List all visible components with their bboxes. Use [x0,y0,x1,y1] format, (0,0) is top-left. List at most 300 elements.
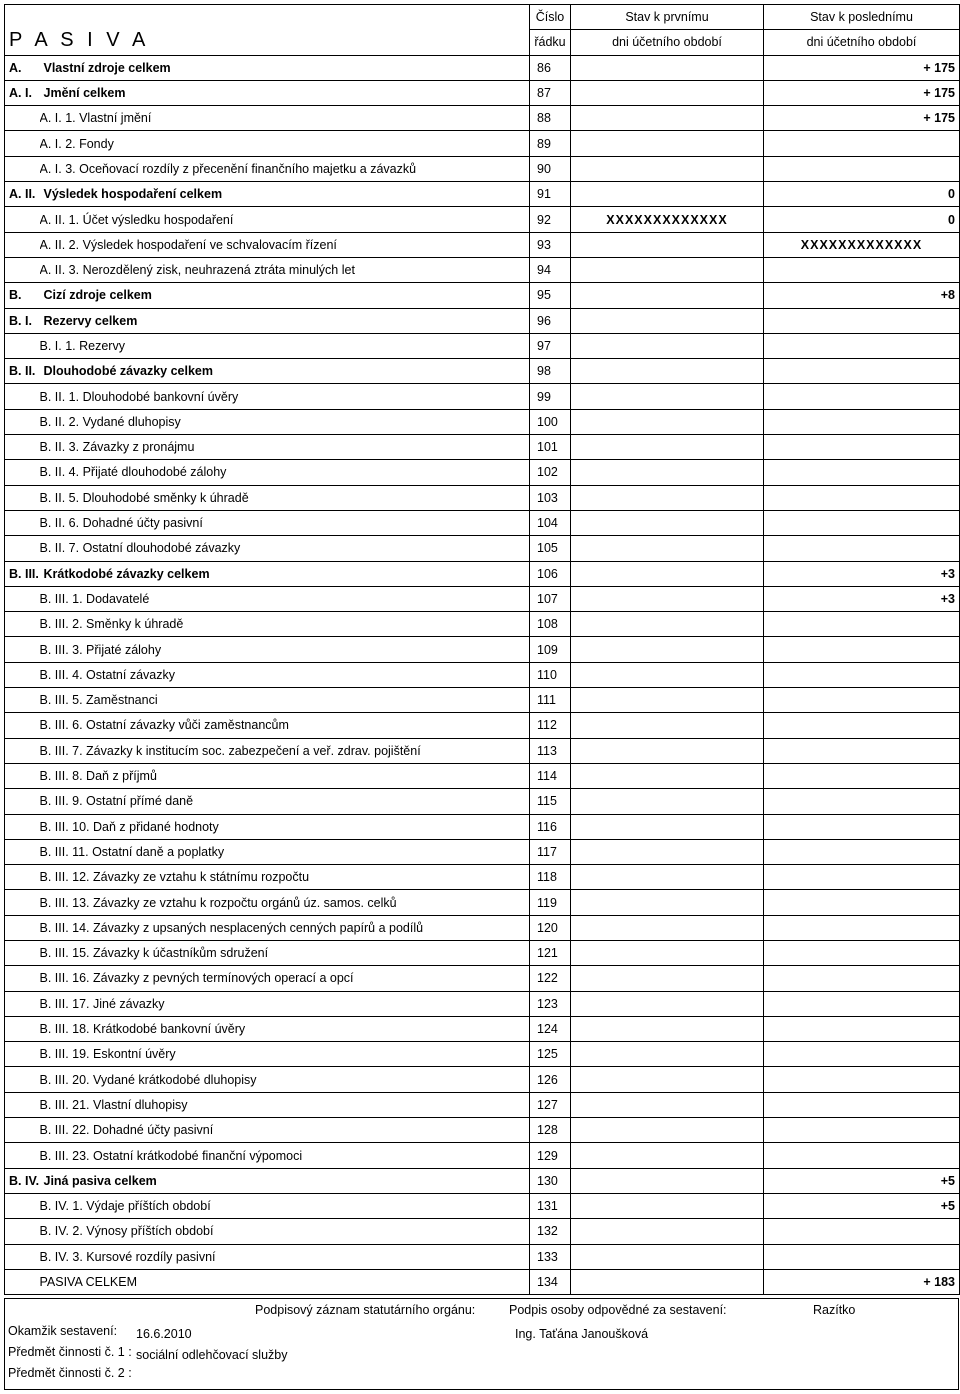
row-last-value [764,257,960,282]
row-last-value: +5 [764,1193,960,1218]
row-last-value [764,662,960,687]
row-code [5,536,40,561]
row-first-value [571,966,764,991]
row-number: 120 [530,915,571,940]
row-first-value [571,409,764,434]
row-name: B. IV. 1. Výdaje příštích období [40,1193,530,1218]
row-code [5,1244,40,1269]
table-row [5,1092,960,1117]
row-first-value [571,106,764,131]
row-code: A. I. [5,80,40,105]
row-code [5,789,40,814]
row-last-value [764,1244,960,1269]
row-number: 113 [530,738,571,763]
row-code [5,1143,40,1168]
row-code [5,1118,40,1143]
row-first-value [571,1016,764,1041]
row-code [5,1219,40,1244]
row-last-value [764,1042,960,1067]
row-code [5,131,40,156]
table-row [5,1143,960,1168]
signature-footer [4,1298,959,1390]
row-number: 132 [530,1219,571,1244]
row-code [5,409,40,434]
row-code [5,738,40,763]
row-code: A. [5,55,40,80]
row-first-value [571,763,764,788]
row-number: 106 [530,561,571,586]
row-number: 123 [530,991,571,1016]
table-row [5,460,960,485]
row-name: B. III. 8. Daň z příjmů [40,763,530,788]
activity1-value: sociální odlehčovací služby [136,1348,288,1362]
row-first-value: XXXXXXXXXXXXX [571,207,764,232]
balance-sheet [4,4,959,1295]
table-row [5,182,960,207]
row-name: Výsledek hospodaření celkem [40,182,530,207]
row-code [5,1269,40,1294]
row-first-value [571,333,764,358]
row-number: 125 [530,1042,571,1067]
row-first-value [571,662,764,687]
row-first-value [571,1219,764,1244]
moment-label: Okamžik sestavení: [8,1324,118,1338]
row-number: 133 [530,1244,571,1269]
row-number: 97 [530,333,571,358]
row-code [5,232,40,257]
table-row [5,1269,960,1294]
table-row [5,789,960,814]
row-name: B. II. 5. Dlouhodobé směnky k úhradě [40,485,530,510]
row-code [5,940,40,965]
row-code [5,1042,40,1067]
table-row [5,1168,960,1193]
row-code [5,1092,40,1117]
row-first-value [571,1067,764,1092]
row-name: A. I. 3. Oceňovací rozdíly z přecenění finančního majetku a závazků [40,156,530,181]
row-first-value [571,561,764,586]
row-name: B. II. 1. Dlouhodobé bankovní úvěry [40,384,530,409]
row-code: B. III. [5,561,40,586]
row-code: A. II. [5,182,40,207]
row-first-value [571,232,764,257]
table-row [5,1118,960,1143]
row-name: B. II. 3. Závazky z pronájmu [40,435,530,460]
row-number: 114 [530,763,571,788]
table-row [5,106,960,131]
row-first-value [571,1092,764,1117]
table-row [5,55,960,80]
row-code [5,106,40,131]
row-number: 94 [530,257,571,282]
table-row [5,510,960,535]
table-row [5,232,960,257]
row-last-value [764,814,960,839]
row-code [5,890,40,915]
row-code [5,257,40,282]
row-name: B. III. 13. Závazky ze vztahu k rozpočtu orgánů úz. samos. celků [40,890,530,915]
row-first-value [571,80,764,105]
row-name: B. III. 11. Ostatní daně a poplatky [40,839,530,864]
table-row [5,738,960,763]
table-row [5,1244,960,1269]
row-last-value [764,308,960,333]
row-last-value [764,865,960,890]
table-row [5,662,960,687]
row-code [5,662,40,687]
row-last-value [764,1143,960,1168]
row-last-value: +3 [764,561,960,586]
table-row [5,1067,960,1092]
table-row [5,586,960,611]
row-code [5,510,40,535]
table-row [5,940,960,965]
row-code [5,1193,40,1218]
row-first-value [571,839,764,864]
row-code [5,637,40,662]
row-last-value [764,460,960,485]
row-last-value: +5 [764,1168,960,1193]
activity2-label: Předmět činnosti č. 2 : [8,1366,132,1380]
row-name: B. II. 7. Ostatní dlouhodobé závazky [40,536,530,561]
row-name: B. III. 17. Jiné závazky [40,991,530,1016]
table-row [5,637,960,662]
row-last-value [764,1118,960,1143]
table-row [5,384,960,409]
row-name: B. III. 16. Závazky z pevných termínových operací a opcí [40,966,530,991]
row-code [5,915,40,940]
row-number: 121 [530,940,571,965]
row-first-value [571,536,764,561]
row-number: 112 [530,713,571,738]
row-first-value [571,359,764,384]
row-name: B. III. 21. Vlastní dluhopisy [40,1092,530,1117]
table-row [5,333,960,358]
table-row [5,1219,960,1244]
row-last-value [764,156,960,181]
row-number: 109 [530,637,571,662]
table-row [5,612,960,637]
row-first-value [571,308,764,333]
row-number: 108 [530,612,571,637]
row-last-value [764,890,960,915]
row-last-value [764,485,960,510]
row-name: Jiná pasiva celkem [40,1168,530,1193]
row-first-value [571,1118,764,1143]
row-last-value: XXXXXXXXXXXXX [764,232,960,257]
row-last-value [764,966,960,991]
table-row [5,713,960,738]
row-first-value [571,738,764,763]
row-last-value: 0 [764,207,960,232]
table-row [5,839,960,864]
row-code [5,612,40,637]
row-number: 115 [530,789,571,814]
table-row [5,991,960,1016]
row-first-value [571,940,764,965]
row-name: B. II. 6. Dohadné účty pasivní [40,510,530,535]
col-first-label: Stav k prvnímu [571,5,764,30]
table-row [5,814,960,839]
row-number: 116 [530,814,571,839]
row-number: 117 [530,839,571,864]
row-code: B. II. [5,359,40,384]
row-last-value: +3 [764,586,960,611]
signature-label: Podpisový záznam statutárního orgánu: [255,1303,476,1317]
table-row [5,1193,960,1218]
row-first-value [571,688,764,713]
row-name: Rezervy celkem [40,308,530,333]
col-num-label: Číslo [530,5,571,30]
row-code [5,460,40,485]
row-number: 98 [530,359,571,384]
row-number: 99 [530,384,571,409]
row-code [5,688,40,713]
row-number: 126 [530,1067,571,1092]
row-last-value [764,713,960,738]
row-first-value [571,156,764,181]
row-code: B. IV. [5,1168,40,1193]
row-first-value [571,182,764,207]
row-number: 96 [530,308,571,333]
table-row [5,207,960,232]
table-row [5,257,960,282]
row-code [5,713,40,738]
table-row [5,688,960,713]
row-last-value [764,839,960,864]
row-number: 119 [530,890,571,915]
row-first-value [571,384,764,409]
row-last-value [764,359,960,384]
row-number: 104 [530,510,571,535]
row-first-value [571,915,764,940]
table-row [5,763,960,788]
row-name: B. II. 4. Přijaté dlouhodobé zálohy [40,460,530,485]
row-number: 124 [530,1016,571,1041]
row-number: 134 [530,1269,571,1294]
row-number: 88 [530,106,571,131]
row-code [5,384,40,409]
row-number: 127 [530,1092,571,1117]
row-number: 130 [530,1168,571,1193]
row-first-value [571,1244,764,1269]
row-last-value [764,738,960,763]
row-code [5,1067,40,1092]
row-name: B. III. 15. Závazky k účastníkům sdružení [40,940,530,965]
row-code [5,207,40,232]
row-first-value [571,713,764,738]
row-first-value [571,814,764,839]
table-row [5,915,960,940]
col-last-label-2: dni účetního období [764,30,960,55]
header-row-1 [5,5,960,30]
row-code: B. I. [5,308,40,333]
activity1-label: Předmět činnosti č. 1 : [8,1345,132,1359]
row-first-value [571,435,764,460]
row-number: 93 [530,232,571,257]
row-last-value: + 183 [764,1269,960,1294]
page-title: P A S I V A [5,5,530,56]
table-row [5,966,960,991]
table-row [5,1016,960,1041]
row-name: B. III. 14. Závazky z upsaných nesplacených cenných papírů a podílů [40,915,530,940]
row-number: 131 [530,1193,571,1218]
row-name: B. I. 1. Rezervy [40,333,530,358]
row-number: 87 [530,80,571,105]
row-last-value [764,688,960,713]
table-row [5,308,960,333]
row-last-value [764,991,960,1016]
row-number: 103 [530,485,571,510]
row-name: A. II. 1. Účet výsledku hospodaření [40,207,530,232]
row-first-value [571,55,764,80]
row-code [5,839,40,864]
col-last-label: Stav k poslednímu [764,5,960,30]
row-name: B. III. 1. Dodavatelé [40,586,530,611]
row-code: B. [5,283,40,308]
table-row [5,485,960,510]
row-code [5,991,40,1016]
row-code [5,333,40,358]
row-first-value [571,1269,764,1294]
row-last-value [764,637,960,662]
row-last-value: 0 [764,182,960,207]
row-last-value [764,409,960,434]
row-last-value: +8 [764,283,960,308]
row-name: B. III. 2. Směnky k úhradě [40,612,530,637]
row-name: B. III. 12. Závazky ze vztahu k státnímu rozpočtu [40,865,530,890]
row-last-value [764,763,960,788]
row-first-value [571,460,764,485]
row-name: Krátkodobé závazky celkem [40,561,530,586]
row-number: 92 [530,207,571,232]
row-number: 118 [530,865,571,890]
row-name: B. III. 4. Ostatní závazky [40,662,530,687]
row-first-value [571,283,764,308]
row-name: B. IV. 3. Kursové rozdíly pasivní [40,1244,530,1269]
row-number: 86 [530,55,571,80]
row-name: A. I. 1. Vlastní jmění [40,106,530,131]
row-number: 107 [530,586,571,611]
row-last-value: + 175 [764,55,960,80]
row-last-value [764,1219,960,1244]
row-name: B. III. 19. Eskontní úvěry [40,1042,530,1067]
row-code [5,586,40,611]
row-last-value [764,435,960,460]
row-name: Dlouhodobé závazky celkem [40,359,530,384]
row-code [5,156,40,181]
row-last-value [764,612,960,637]
table-row [5,1042,960,1067]
row-last-value [764,915,960,940]
table-row [5,435,960,460]
row-first-value [571,1193,764,1218]
row-first-value [571,1042,764,1067]
row-number: 89 [530,131,571,156]
row-first-value [571,1143,764,1168]
table-row [5,561,960,586]
row-code [5,814,40,839]
row-first-value [571,789,764,814]
row-number: 110 [530,662,571,687]
row-code [5,1016,40,1041]
row-name: B. III. 9. Ostatní přímé daně [40,789,530,814]
row-number: 101 [530,435,571,460]
row-name: B. II. 2. Vydané dluhopisy [40,409,530,434]
table-row [5,359,960,384]
row-number: 91 [530,182,571,207]
row-last-value [764,384,960,409]
row-first-value [571,637,764,662]
table-row [5,80,960,105]
row-last-value [764,510,960,535]
liabilities-table [4,4,960,1295]
row-name: B. III. 22. Dohadné účty pasivní [40,1118,530,1143]
row-first-value [571,1168,764,1193]
row-code [5,485,40,510]
row-first-value [571,612,764,637]
row-number: 100 [530,409,571,434]
row-first-value [571,890,764,915]
row-last-value [764,1092,960,1117]
table-row [5,283,960,308]
table-row [5,536,960,561]
row-name: B. III. 20. Vydané krátkodobé dluhopisy [40,1067,530,1092]
row-name: A. II. 3. Nerozdělený zisk, neuhrazená ztráta minulých let [40,257,530,282]
row-number: 90 [530,156,571,181]
row-number: 111 [530,688,571,713]
row-last-value [764,536,960,561]
row-number: 102 [530,460,571,485]
table-row [5,409,960,434]
moment-value: 16.6.2010 [136,1327,192,1341]
row-first-value [571,510,764,535]
row-name: B. III. 5. Zaměstnanci [40,688,530,713]
table-row [5,865,960,890]
row-number: 105 [530,536,571,561]
row-last-value: + 175 [764,80,960,105]
col-num-label-2: řádku [530,30,571,55]
row-last-value [764,940,960,965]
row-number: 122 [530,966,571,991]
row-name: Jmění celkem [40,80,530,105]
row-name: B. III. 10. Daň z přidané hodnoty [40,814,530,839]
row-last-value [764,333,960,358]
row-last-value: + 175 [764,106,960,131]
row-name: B. III. 6. Ostatní závazky vůči zaměstnancům [40,713,530,738]
row-last-value [764,789,960,814]
preparer-label: Podpis osoby odpovědné za sestavení: [509,1303,727,1317]
row-first-value [571,257,764,282]
row-name: PASIVA CELKEM [40,1269,530,1294]
row-name: A. II. 2. Výsledek hospodaření ve schvalovacím řízení [40,232,530,257]
row-number: 95 [530,283,571,308]
row-code [5,763,40,788]
row-name: B. III. 23. Ostatní krátkodobé finanční výpomoci [40,1143,530,1168]
stamp-label: Razítko [813,1303,856,1317]
row-code [5,966,40,991]
col-first-label-2: dni účetního období [571,30,764,55]
row-number: 128 [530,1118,571,1143]
row-name: B. III. 3. Přijaté zálohy [40,637,530,662]
table-row [5,131,960,156]
preparer-name: Ing. Taťána Janoušková [515,1327,649,1341]
row-first-value [571,485,764,510]
table-row [5,156,960,181]
row-name: Vlastní zdroje celkem [40,55,530,80]
row-code [5,865,40,890]
row-name: B. III. 18. Krátkodobé bankovní úvěry [40,1016,530,1041]
